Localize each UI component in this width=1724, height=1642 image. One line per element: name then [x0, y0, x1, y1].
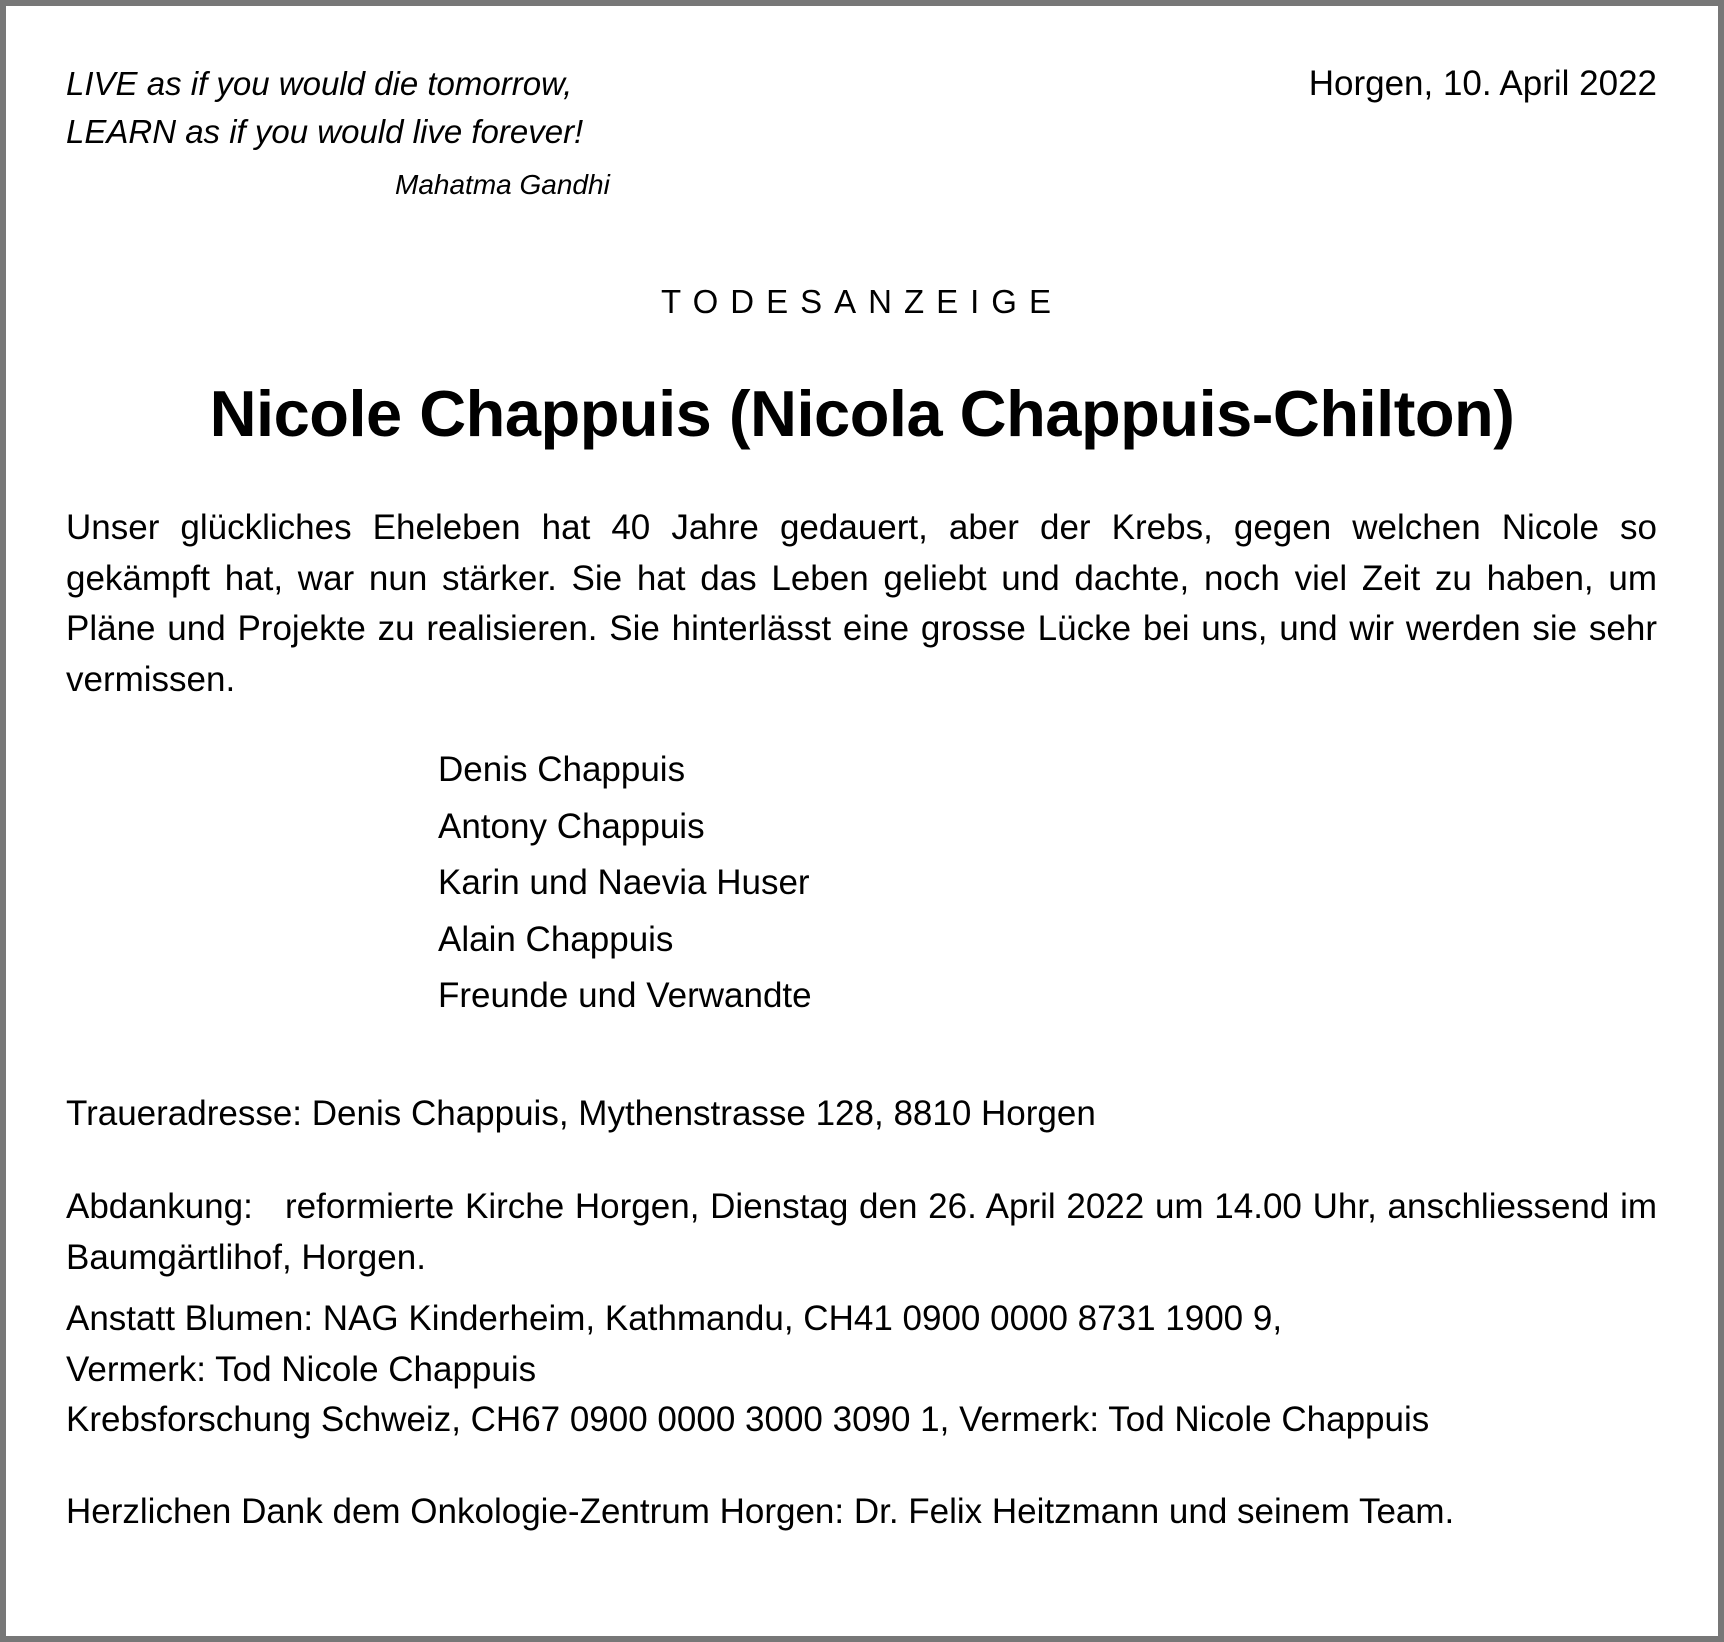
thanks-note: Herzlichen Dank dem Onkologie-Zentrum Horgen: Dr. Felix Heitzmann und seinem Team.: [66, 1492, 1455, 1531]
mourner-name: Freunde und Verwandte: [438, 976, 812, 1015]
mourner-name: Antony Chappuis: [438, 806, 705, 846]
mourners-list: [438, 742, 812, 1025]
mourner-name: Denis Chappuis: [438, 750, 686, 789]
donations-block: [66, 1294, 1657, 1446]
quote-line-2: LEARN as if you would live forever!: [66, 113, 584, 150]
death-notice-page: [6, 6, 1718, 1636]
funeral-service: [66, 1182, 1657, 1283]
donation-line-2: Vermerk: Tod Nicole Chappuis: [66, 1349, 537, 1389]
place-date: Horgen, 10. April 2022: [1308, 64, 1657, 103]
tribute-paragraph: Unser glückliches Eheleben hat 40 Jahre gedauert, aber der Krebs, gegen welchen Nicole so gekämpft hat, war nun stärker. Sie hat das Leben geliebt und dachte, noch viel Zeit zu haben, um Pläne und Projekte zu realisieren. Sie hinterlässt eine grosse Lücke bei uns, und wir werden sie sehr vermissen.: [66, 508, 1657, 699]
quote-line-1: LIVE as if you would die tomorrow,: [66, 65, 573, 102]
deceased-name-title: Nicole Chappuis (Nicola Chappuis-Chilton): [209, 377, 1515, 450]
mourning-address: Traueradresse: Denis Chappuis, Mythenstrasse 128, 8810 Horgen: [66, 1094, 1096, 1133]
mourner-name: Karin und Naevia Huser: [438, 863, 810, 902]
donation-line-1: Anstatt Blumen: NAG Kinderheim, Kathmandu, CH41 0900 0000 8731 1900 9,: [66, 1299, 1283, 1338]
funeral-service-label: Abdankung:: [66, 1187, 253, 1226]
donation-line-3: Krebsforschung Schweiz, CH67 0900 0000 3000 3090 1, Vermerk: Tod Nicole Chappuis: [66, 1400, 1430, 1439]
funeral-service-text: reformierte Kirche Horgen, Dienstag den 26. April 2022 um 14.00 Uhr, anschliessend im Baumgärtlihof, Horgen.: [66, 1187, 1657, 1277]
notice-kicker: TODESANZEIGE: [661, 283, 1063, 320]
mourner-name: Alain Chappuis: [438, 919, 674, 959]
quote-author: Mahatma Gandhi: [395, 169, 610, 200]
